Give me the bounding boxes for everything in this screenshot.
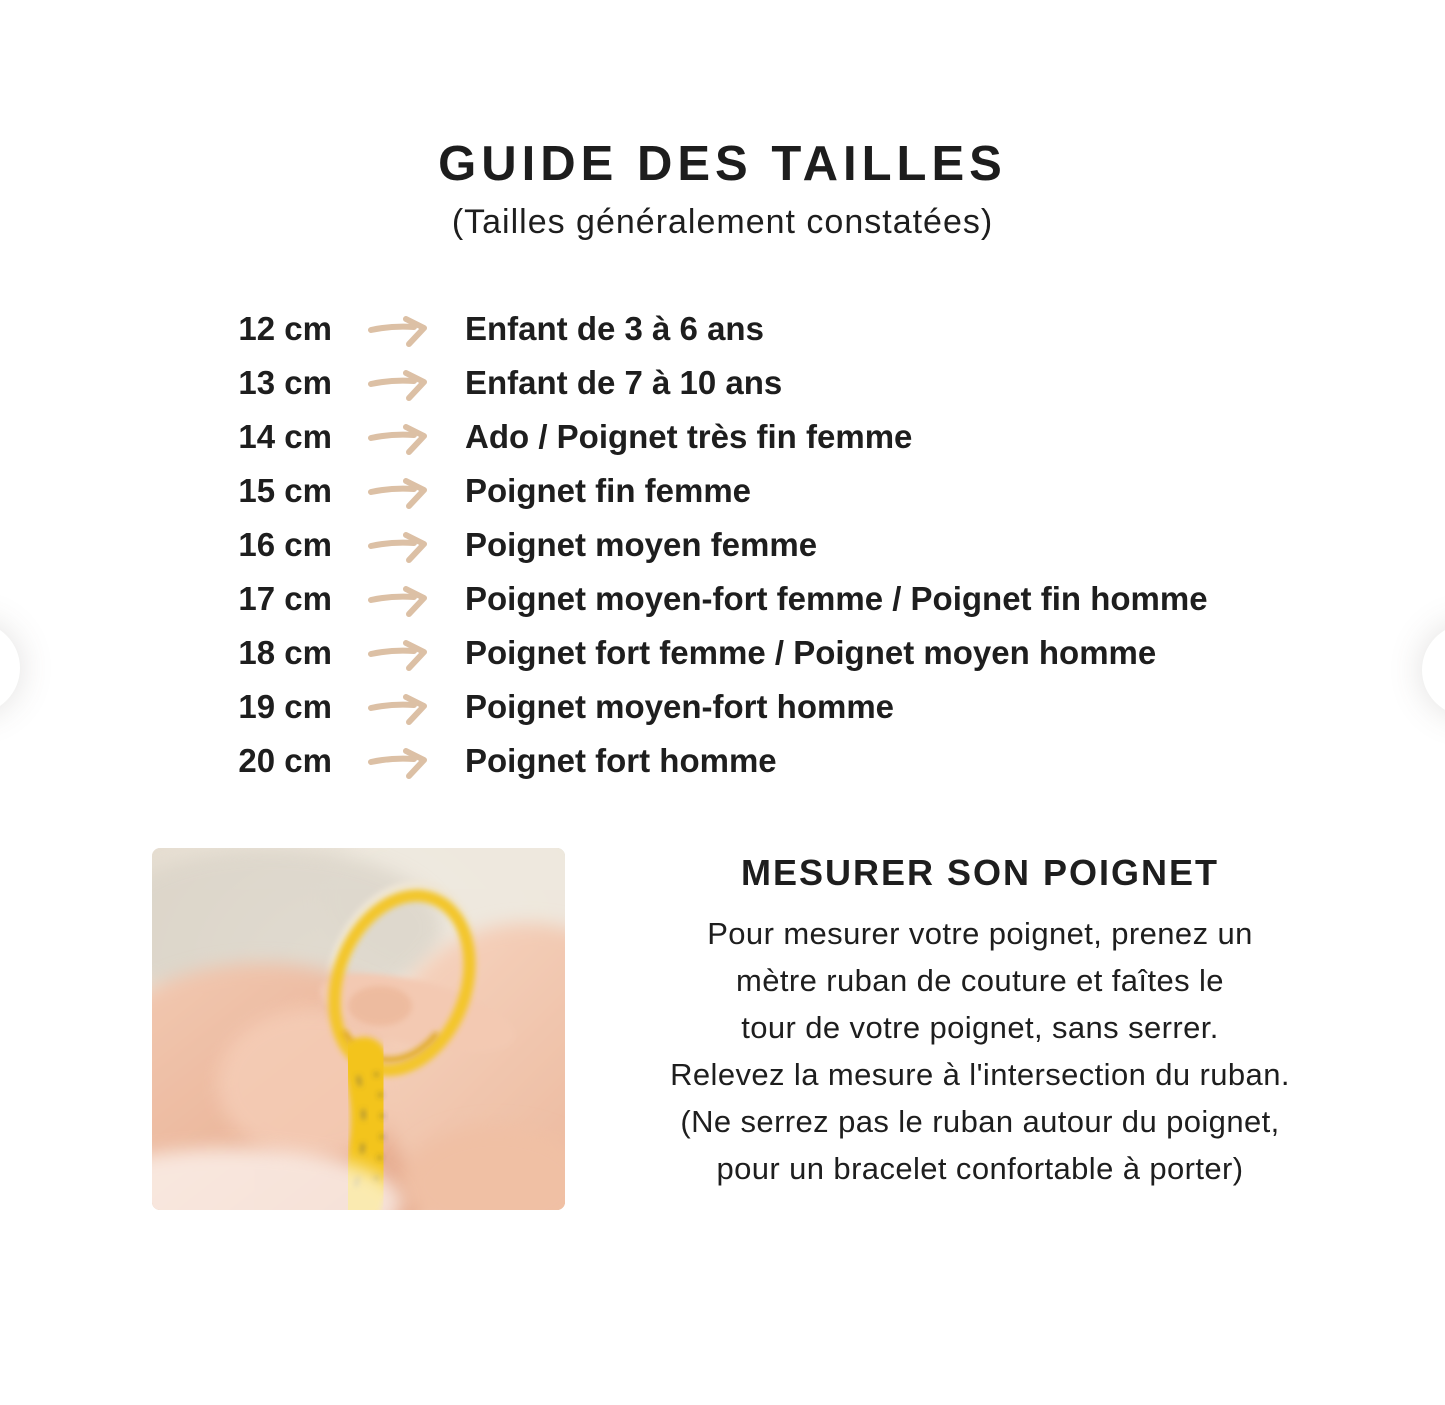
size-label: Ado / Poignet très fin femme — [465, 418, 913, 455]
wrist-measuring-photo — [152, 848, 565, 1210]
right-arrow-icon — [332, 311, 465, 347]
wrist-tape-illustration — [152, 848, 565, 1210]
measure-text-line: Pour mesurer votre poignet, prenez un — [707, 916, 1253, 951]
measure-text-line: pour un bracelet confortable à porter) — [716, 1151, 1244, 1186]
size-row — [180, 734, 1300, 788]
size-label: Enfant de 3 à 6 ans — [465, 310, 764, 347]
size-value: 17 cm — [238, 580, 332, 617]
size-label: Poignet fin femme — [465, 472, 752, 509]
right-arrow-icon — [332, 635, 465, 671]
page-subtitle: (Tailles généralement constatées) — [451, 203, 994, 241]
right-arrow-icon — [332, 527, 465, 563]
right-arrow-icon — [332, 365, 465, 401]
size-label: Poignet fort femme / Poignet moyen homme — [465, 634, 1157, 671]
measure-section — [575, 852, 1385, 1192]
measure-text-line: mètre ruban de couture et faîtes le — [736, 963, 1224, 998]
carousel-next-button[interactable] — [1422, 624, 1445, 716]
size-label: Poignet moyen femme — [465, 526, 818, 563]
size-value: 19 cm — [238, 688, 332, 725]
size-value: 18 cm — [238, 634, 332, 671]
size-value: 15 cm — [238, 472, 332, 509]
size-label: Poignet fort homme — [465, 742, 777, 779]
size-label: Poignet moyen-fort homme — [465, 688, 895, 725]
carousel-prev-button[interactable] — [0, 622, 20, 714]
right-arrow-icon — [332, 419, 465, 455]
measure-heading: MESURER SON POIGNET — [740, 852, 1220, 893]
size-value: 14 cm — [238, 418, 332, 455]
right-arrow-icon — [332, 581, 465, 617]
size-label: Enfant de 7 à 10 ans — [465, 364, 783, 401]
size-table — [180, 302, 1300, 788]
size-value: 16 cm — [238, 526, 332, 563]
measure-text-line: tour de votre poignet, sans serrer. — [741, 1010, 1219, 1045]
size-row — [180, 356, 1300, 410]
right-arrow-icon — [332, 689, 465, 725]
size-row — [180, 464, 1300, 518]
size-row — [180, 626, 1300, 680]
measure-text-line: (Ne serrez pas le ruban autour du poignet, — [680, 1104, 1280, 1139]
page-title: GUIDE DES TAILLES — [438, 137, 1007, 191]
size-value: 13 cm — [238, 364, 332, 401]
size-row — [180, 302, 1300, 356]
right-arrow-icon — [332, 473, 465, 509]
size-value: 20 cm — [238, 742, 332, 779]
measure-text-line: Relevez la mesure à l'intersection du ruban. — [670, 1057, 1290, 1092]
size-value: 12 cm — [238, 310, 332, 347]
size-row — [180, 410, 1300, 464]
right-arrow-icon — [332, 743, 465, 779]
size-row — [180, 572, 1300, 626]
size-row — [180, 680, 1300, 734]
size-row — [180, 518, 1300, 572]
size-label: Poignet moyen-fort femme / Poignet fin homme — [465, 580, 1208, 617]
